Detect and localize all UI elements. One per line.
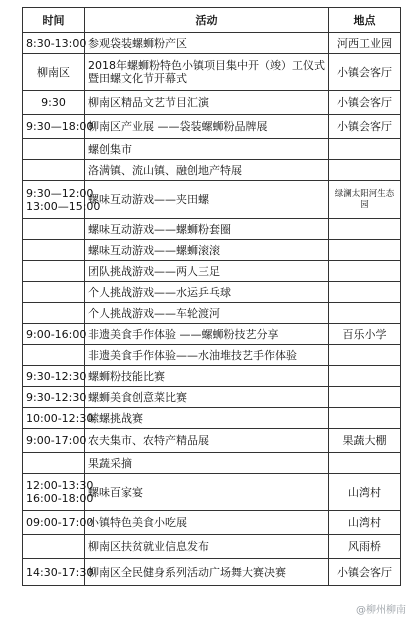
location-cell	[329, 366, 401, 387]
time-cell	[23, 139, 85, 160]
table-row	[23, 33, 401, 54]
activity-cell: 螺创集市	[85, 139, 329, 160]
table-row	[23, 115, 401, 139]
activity-cell: 个人挑战游戏——水运乒乓球	[85, 282, 329, 303]
table-row	[23, 511, 401, 535]
time-cell	[23, 324, 85, 345]
table-row	[23, 474, 401, 511]
location-cell: 绿澜太阳河生态园	[329, 181, 401, 219]
table-row	[23, 181, 401, 219]
time-cell	[23, 474, 94, 511]
time-text: 9:30-12:30	[26, 369, 87, 383]
time-cell	[23, 181, 101, 219]
header-location: 地点	[329, 8, 401, 33]
time-cell	[23, 261, 85, 282]
time-text: 13:00—15:00	[26, 199, 101, 213]
time-text: 14:30-17:30	[26, 565, 94, 579]
time-cell	[23, 387, 85, 408]
time-cell	[23, 282, 85, 303]
location-cell	[329, 160, 401, 181]
time-cell	[23, 511, 94, 535]
time-cell	[23, 453, 85, 474]
location-cell: 风雨桥	[329, 535, 401, 559]
location-cell: 山湾村	[329, 511, 401, 535]
time-text: 9:00-16:00	[26, 327, 87, 341]
header-time: 时间	[23, 8, 85, 33]
location-cell	[329, 261, 401, 282]
table-row	[23, 160, 401, 181]
location-cell	[329, 139, 401, 160]
time-cell	[23, 219, 85, 240]
location-cell	[329, 345, 401, 366]
activity-cell: 非遗美食手作体验——水油堆技艺手作体验	[85, 345, 329, 366]
time-cell	[23, 345, 85, 366]
table-row	[23, 559, 401, 586]
table-row	[23, 324, 401, 345]
location-cell: 河西工业园	[329, 33, 401, 54]
time-cell	[23, 535, 85, 559]
activity-cell: 柳南区全民健身系列活动广场舞大赛决赛	[85, 559, 329, 586]
activity-cell: 2018年螺蛳粉特色小镇项目集中开（竣）工仪式暨田螺文化节开幕式	[85, 54, 329, 91]
time-cell	[23, 33, 85, 54]
time-text: 柳南区	[37, 65, 70, 79]
location-cell	[329, 453, 401, 474]
table-row	[23, 387, 401, 408]
time-cell	[23, 559, 94, 586]
time-text: 16:00-18:00	[26, 492, 94, 505]
time-cell	[23, 54, 85, 91]
location-cell	[329, 303, 401, 324]
table-row	[23, 345, 401, 366]
time-text: 9:30-12:30	[26, 390, 87, 404]
location-cell: 小镇会客厅	[329, 54, 401, 91]
activity-cell: 洛满镇、流山镇、融创地产特展	[85, 160, 329, 181]
location-cell: 小镇会客厅	[329, 91, 401, 115]
time-text: 9:00-17:00	[26, 434, 87, 447]
activity-cell: 非遗美食手作体验 ——螺蛳粉技艺分享	[85, 324, 329, 345]
location-cell: 小镇会客厅	[329, 559, 401, 586]
activity-cell: 小镇特色美食小吃展	[85, 511, 329, 535]
activity-cell: 果蔬采摘	[85, 453, 329, 474]
location-cell: 山湾村	[329, 474, 401, 511]
watermark: @柳州柳南	[356, 605, 406, 616]
time-text: 12:00-13:30	[26, 479, 94, 492]
activity-cell: 螺味互动游戏——螺蛳粉套圈	[85, 219, 329, 240]
time-text: 8:30-13:00	[26, 36, 87, 50]
time-text: 9:30—18:00	[26, 120, 94, 133]
activity-cell: 嗦螺挑战赛	[85, 408, 329, 429]
location-cell	[329, 219, 401, 240]
activity-cell: 团队挑战游戏——两人三足	[85, 261, 329, 282]
table-row	[23, 282, 401, 303]
activity-cell: 柳南区产业展 ——袋装螺蛳粉品牌展	[85, 115, 329, 139]
activity-cell: 柳南区精品文艺节目汇演	[85, 91, 329, 115]
table-row	[23, 535, 401, 559]
location-cell	[329, 282, 401, 303]
time-cell	[23, 115, 94, 139]
location-cell: 百乐小学	[329, 324, 401, 345]
activity-cell: 螺味百家宴	[85, 474, 329, 511]
activity-cell: 螺蛳粉技能比赛	[85, 366, 329, 387]
time-cell	[23, 366, 85, 387]
activity-cell: 个人挑战游戏——车轮渡河	[85, 303, 329, 324]
time-text: 09:00-17:00	[26, 516, 94, 529]
location-cell: 果蔬大棚	[329, 429, 401, 453]
table-row	[23, 261, 401, 282]
header-activity: 活动	[85, 8, 329, 33]
location-cell	[329, 408, 401, 429]
location-cell	[329, 387, 401, 408]
time-text: 10:00-12:30	[26, 411, 94, 425]
activity-cell: 柳南区扶贫就业信息发布	[85, 535, 329, 559]
table-row	[23, 219, 401, 240]
activity-cell: 螺蛳美食创意菜比赛	[85, 387, 329, 408]
location-cell: 小镇会客厅	[329, 115, 401, 139]
table-row	[23, 139, 401, 160]
time-cell	[23, 240, 85, 261]
time-cell	[23, 408, 94, 429]
location-cell	[329, 240, 401, 261]
activity-cell: 参观袋装螺蛳粉产区	[85, 33, 329, 54]
table-row	[23, 91, 401, 115]
activity-cell: 螺味互动游戏——螺蛳滚滚	[85, 240, 329, 261]
table-row	[23, 54, 401, 91]
time-cell	[23, 160, 85, 181]
schedule-table	[22, 7, 401, 586]
activity-cell: 螺味互动游戏——夹田螺	[85, 181, 329, 219]
time-text: 9:30	[41, 96, 66, 109]
table-row	[23, 303, 401, 324]
table-header-row	[23, 8, 401, 33]
time-cell	[23, 303, 85, 324]
activity-cell: 农夫集市、农特产精品展	[85, 429, 329, 453]
table-row	[23, 453, 401, 474]
table-row	[23, 240, 401, 261]
table-row	[23, 366, 401, 387]
table-row	[23, 408, 401, 429]
time-cell	[23, 91, 85, 115]
time-cell	[23, 429, 85, 453]
table-row	[23, 429, 401, 453]
time-text: 9:30—12:00	[26, 186, 94, 200]
